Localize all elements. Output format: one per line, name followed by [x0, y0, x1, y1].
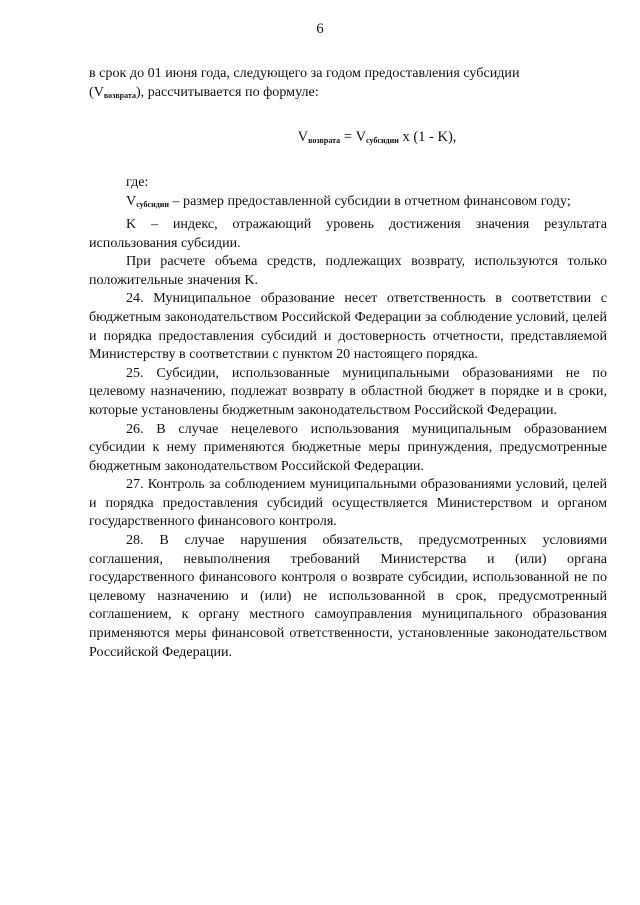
paragraph-25: 25. Субсидии, использованные муниципальными образованиями не по целевому назначению, подлежат возврату в областной бюджет в порядке и в сроки, которые установлены бюджетным законодательством Российской Федерации. [89, 364, 607, 418]
formula-v-subsidy-subscript: субсидии [366, 136, 399, 146]
intro-paragraph [89, 64, 607, 105]
intro-line-2-close: ), рассчитывается по формуле: [135, 83, 319, 100]
intro-line-1: в срок до 01 июня года, следующего за годом предоставления субсидии [89, 65, 520, 81]
definition-v-letter: V [126, 193, 137, 210]
paragraph-27: 27. Контроль за соблюдением муниципальными образованиями условий, целей и порядка предоставления субсидий осуществляется Министерством и органом государственного финансового контроля. [89, 476, 607, 530]
formula-v-return-subscript: возврата [308, 136, 341, 146]
definition-v-subscript: субсидии [136, 200, 169, 210]
formula-tail: x (1 - K), [398, 129, 457, 146]
paragraph-24: 24. Муниципальное образование несет ответственность в соответствии с бюджетным законодательством Российской Федерации за соблюдение условий, целей и порядка предоставления субсидий и достоверность отчетности, представляемой Министерству в соответствии с пунктом 20 настоящего порядка. [89, 290, 607, 363]
page-number: 6 [316, 21, 324, 37]
intro-subscript: возврата [103, 90, 136, 100]
formula-v-return: V [297, 129, 309, 146]
definition-v-subsidy [89, 192, 607, 215]
paragraph-28: 28. В случае нарушения обязательств, предусмотренных условиями соглашения, невыполнения требований Министерства и (или) органа государственного финансового контроля о возврате субсидии, использованной не по целевому назначению и (или) не использованной в срок, предусмотренный соглашением, к органу местного самоуправления муниципального образования применяются меры финансовой ответственности, установленные законодательством Российской Федерации. [89, 532, 607, 660]
intro-line-2-open: (V [89, 83, 104, 100]
document-body [89, 64, 607, 661]
where-label: где: [126, 173, 149, 190]
formula-equals: = V [340, 129, 367, 146]
return-formula [89, 128, 607, 151]
definition-v-text: – размер предоставленной субсидии в отчетном финансовом году; [168, 193, 571, 210]
paragraph-26: 26. В случае нецелевого использования муниципальным образованием субсидии к нему применяются бюджетные меры принуждения, предусмотренные бюджетным законодательством Российской Федерации. [89, 420, 607, 474]
definition-k: K – индекс, отражающий уровень достижения значения результата использования субсидии. [89, 215, 607, 251]
paragraph-return-values: При расчете объема средств, подлежащих возврату, используются только положительные значения K. [89, 253, 607, 288]
